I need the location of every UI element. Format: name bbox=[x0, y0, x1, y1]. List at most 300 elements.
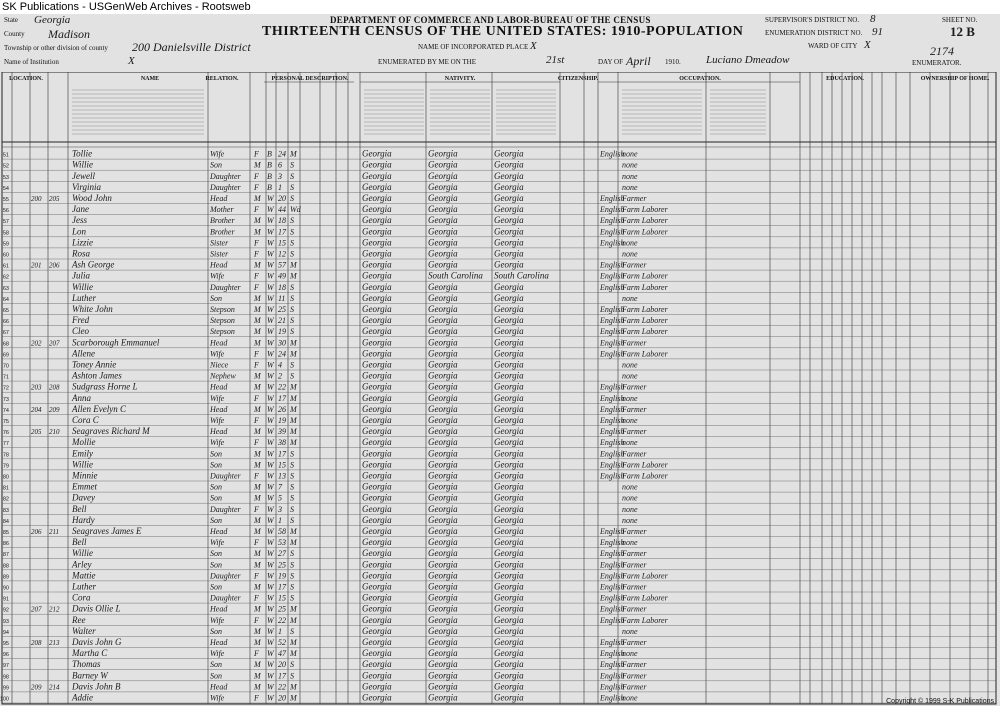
cell-trade: Farmer bbox=[622, 260, 647, 270]
cell-lang: English bbox=[600, 660, 625, 670]
cell-trade: none bbox=[622, 416, 638, 425]
cell-race: W bbox=[267, 393, 274, 403]
cell-rel: Son bbox=[210, 549, 222, 559]
supervisor-label: SUPERVISOR'S DISTRICT NO. bbox=[765, 16, 860, 24]
cell-no: 89 bbox=[2, 574, 9, 581]
cell-sex: M bbox=[254, 449, 261, 459]
section-name: NAME bbox=[140, 76, 160, 82]
cell-bp: Georgia bbox=[362, 581, 392, 592]
cell-race: W bbox=[267, 449, 274, 459]
cell-lang: English bbox=[600, 205, 625, 215]
cell-ms: S bbox=[290, 282, 294, 292]
county-value: Madison bbox=[48, 27, 90, 41]
cell-no: 69 bbox=[2, 352, 9, 359]
cell-race: W bbox=[267, 649, 274, 659]
cell-race: W bbox=[267, 638, 274, 647]
cell-fbp: Georgia bbox=[428, 570, 458, 581]
cell-no: 71 bbox=[2, 374, 9, 381]
cell-ms: S bbox=[290, 249, 294, 259]
table-row bbox=[2, 526, 996, 537]
cell-sex: F bbox=[254, 416, 259, 425]
table-row bbox=[2, 326, 996, 337]
cell-trade: none bbox=[622, 360, 638, 370]
cell-trade: none bbox=[622, 438, 638, 448]
cell-lang: English bbox=[600, 649, 625, 659]
table-row bbox=[2, 537, 996, 548]
cell-race: W bbox=[267, 271, 274, 281]
cell-ms: M bbox=[290, 271, 297, 281]
cell-sex: M bbox=[254, 549, 261, 559]
day-value: 21st bbox=[546, 54, 565, 66]
section-relation: RELATION. bbox=[205, 76, 239, 82]
cell-ms: M bbox=[290, 427, 297, 437]
cell-no: 90 bbox=[2, 585, 9, 592]
table-row bbox=[2, 337, 996, 348]
cell-lang: English bbox=[600, 393, 625, 403]
cell-name: Walter bbox=[72, 625, 96, 636]
cell-trade: none bbox=[622, 171, 638, 181]
cell-sex: M bbox=[254, 216, 261, 226]
cell-ms: S bbox=[290, 515, 294, 525]
cell-mbp: Georgia bbox=[494, 459, 524, 470]
cell-mbp: Georgia bbox=[494, 415, 524, 425]
cell-race: B bbox=[267, 149, 272, 159]
cell-rel: Wife bbox=[210, 416, 225, 425]
cell-ms: M bbox=[290, 382, 297, 392]
cell-trade: Farm Laborer bbox=[622, 227, 668, 237]
cell-bp: Georgia bbox=[362, 370, 392, 381]
cell-no: 81 bbox=[2, 485, 9, 492]
cell-bp: Georgia bbox=[362, 248, 392, 259]
cell-sex: M bbox=[254, 382, 261, 392]
cell-trade: none bbox=[622, 515, 638, 525]
cell-lang: English bbox=[600, 549, 625, 559]
cell-name: Martha C bbox=[72, 648, 108, 659]
cell-name: Lizzie bbox=[72, 237, 94, 248]
cell-bp: Georgia bbox=[362, 603, 392, 614]
cell-fbp: Georgia bbox=[428, 503, 458, 514]
cell-bp: Georgia bbox=[362, 315, 392, 326]
cell-ms: S bbox=[290, 593, 294, 603]
cell-dw: 203 bbox=[31, 383, 42, 392]
cell-mbp: Georgia bbox=[494, 503, 524, 514]
cell-rel: Daughter bbox=[210, 504, 241, 514]
cell-bp: Georgia bbox=[362, 614, 392, 625]
cell-no: 88 bbox=[2, 563, 9, 570]
table-row bbox=[2, 459, 996, 470]
cell-trade: Farmer bbox=[622, 338, 647, 348]
cell-age: 30 bbox=[278, 338, 286, 348]
cell-sex: M bbox=[254, 493, 261, 503]
cell-trade: none bbox=[622, 626, 638, 636]
cell-no: 70 bbox=[2, 363, 9, 370]
cell-mbp: Georgia bbox=[494, 159, 524, 170]
cell-fbp: Georgia bbox=[428, 326, 458, 337]
cell-sex: F bbox=[254, 471, 259, 481]
cell-mbp: Georgia bbox=[494, 681, 524, 692]
cell-no: 98 bbox=[2, 674, 9, 681]
cell-rel: Head bbox=[210, 338, 228, 348]
cell-fbp: Georgia bbox=[428, 526, 458, 536]
cell-fbp: Georgia bbox=[428, 637, 458, 647]
cell-lang: English bbox=[600, 638, 625, 647]
cell-fbp: Georgia bbox=[428, 193, 458, 203]
cell-sex: M bbox=[254, 604, 261, 614]
cell-trade: Farmer bbox=[622, 682, 647, 692]
table-row bbox=[2, 393, 996, 404]
cell-fbp: Georgia bbox=[428, 537, 458, 548]
section-personal: PERSONAL DESCRIPTION. bbox=[271, 76, 349, 82]
cell-rel: Wife bbox=[210, 538, 225, 548]
cell-fam: 206 bbox=[49, 261, 60, 270]
cell-age: 20 bbox=[278, 693, 286, 703]
cell-age: 15 bbox=[278, 238, 286, 248]
cell-sex: M bbox=[254, 660, 261, 670]
cell-lang: English bbox=[600, 349, 625, 359]
cell-lang: English bbox=[600, 460, 625, 470]
cell-ms: M bbox=[290, 438, 297, 448]
cell-race: W bbox=[267, 571, 274, 581]
cell-sex: F bbox=[254, 360, 259, 370]
cell-no: 52 bbox=[2, 163, 9, 170]
cell-bp: Georgia bbox=[362, 514, 392, 525]
cell-trade: none bbox=[622, 538, 638, 548]
cell-trade: Farmer bbox=[622, 527, 647, 536]
cell-lang: English bbox=[600, 449, 625, 459]
enumerator-label: ENUMERATOR. bbox=[912, 59, 962, 67]
cell-bp: Georgia bbox=[362, 204, 392, 215]
cell-name: Allene bbox=[72, 348, 95, 359]
cell-trade: none bbox=[622, 238, 638, 248]
cell-trade: Farm Laborer bbox=[622, 216, 668, 226]
table-row bbox=[2, 171, 996, 182]
township-value: 200 Danielsville District bbox=[132, 40, 251, 54]
cell-rel: Head bbox=[210, 427, 228, 437]
cell-fbp: Georgia bbox=[428, 659, 458, 670]
cell-name: Davis John B bbox=[72, 681, 121, 692]
cell-fbp: Georgia bbox=[428, 459, 458, 470]
cell-trade: Farmer bbox=[622, 194, 647, 203]
cell-no: 73 bbox=[2, 396, 9, 403]
cell-ms: S bbox=[290, 571, 294, 581]
cell-bp: Georgia bbox=[362, 492, 392, 503]
cell-no: 96 bbox=[2, 652, 9, 659]
cell-age: 1 bbox=[278, 515, 282, 525]
cell-mbp: Georgia bbox=[494, 548, 524, 559]
table-row bbox=[2, 582, 996, 593]
cell-ms: M bbox=[290, 416, 297, 425]
cell-fbp: Georgia bbox=[428, 337, 458, 348]
cell-age: 25 bbox=[278, 604, 286, 614]
cell-mbp: Georgia bbox=[494, 281, 524, 292]
cell-ms: M bbox=[290, 527, 297, 536]
cell-race: W bbox=[267, 682, 274, 692]
cell-rel: Wife bbox=[210, 271, 225, 281]
cell-rel: Brother bbox=[210, 216, 235, 226]
year-label: 1910. bbox=[665, 58, 681, 66]
ed-label: ENUMERATION DISTRICT NO. bbox=[765, 29, 863, 37]
cell-bp: Georgia bbox=[362, 281, 392, 292]
cell-race: W bbox=[267, 615, 274, 625]
cell-mbp: Georgia bbox=[494, 204, 524, 215]
cell-bp: Georgia bbox=[362, 392, 392, 403]
cell-name: Julia bbox=[72, 270, 90, 281]
cell-name: Willie bbox=[72, 159, 93, 170]
cell-lang: English bbox=[600, 427, 625, 437]
cell-lang: English bbox=[600, 338, 625, 348]
cell-ms: S bbox=[290, 671, 294, 681]
cell-sex: F bbox=[254, 649, 259, 659]
cell-no: 59 bbox=[2, 241, 9, 248]
cell-fbp: Georgia bbox=[428, 426, 458, 437]
cell-bp: Georgia bbox=[362, 592, 392, 603]
cell-race: W bbox=[267, 371, 274, 381]
cell-name: Lon bbox=[72, 226, 87, 237]
cell-mbp: Georgia bbox=[494, 259, 524, 270]
cell-trade: Farmer bbox=[622, 582, 647, 592]
cell-trade: Farm Laborer bbox=[622, 571, 668, 581]
cell-lang: English bbox=[600, 382, 625, 392]
cell-fbp: Georgia bbox=[428, 348, 458, 359]
cell-sex: M bbox=[254, 515, 261, 525]
cell-rel: Daughter bbox=[210, 471, 241, 481]
cell-name: Scarborough Emmanuel bbox=[72, 337, 160, 348]
cell-mbp: Georgia bbox=[494, 248, 524, 259]
cell-ms: M bbox=[290, 338, 297, 348]
cell-sex: M bbox=[254, 560, 261, 570]
cell-mbp: Georgia bbox=[494, 326, 524, 337]
cell-sex: F bbox=[254, 438, 259, 448]
cell-age: 19 bbox=[278, 416, 286, 425]
cell-no: 68 bbox=[2, 341, 9, 348]
cell-name: Ashton James bbox=[72, 370, 122, 381]
cell-mbp: Georgia bbox=[494, 348, 524, 359]
cell-mbp: Georgia bbox=[494, 392, 524, 403]
table-row bbox=[2, 204, 996, 215]
cell-no: 83 bbox=[2, 507, 9, 514]
cell-mbp: Georgia bbox=[494, 692, 524, 703]
cell-fbp: Georgia bbox=[428, 181, 458, 192]
cell-race: W bbox=[267, 404, 274, 414]
cell-lang: English bbox=[600, 216, 625, 226]
cell-age: 52 bbox=[278, 638, 286, 647]
copyright-footer: Copyright © 1999 S-K Publications bbox=[886, 698, 994, 705]
cell-race: W bbox=[267, 538, 274, 548]
cell-ms: M bbox=[290, 349, 297, 359]
cell-age: 25 bbox=[278, 305, 286, 314]
cell-age: 24 bbox=[278, 149, 286, 159]
cell-name: Emmet bbox=[72, 481, 97, 492]
cell-name: Cleo bbox=[72, 326, 89, 337]
cell-bp: Georgia bbox=[362, 193, 392, 203]
cell-sex: M bbox=[254, 327, 261, 337]
cell-mbp: Georgia bbox=[494, 181, 524, 192]
cell-no: 74 bbox=[2, 407, 9, 414]
cell-age: 20 bbox=[278, 660, 286, 670]
cell-ms: S bbox=[290, 238, 294, 248]
cell-sex: F bbox=[254, 504, 259, 514]
cell-age: 5 bbox=[278, 493, 282, 503]
cell-mbp: Georgia bbox=[494, 426, 524, 437]
cell-bp: Georgia bbox=[362, 381, 392, 392]
cell-fbp: Georgia bbox=[428, 204, 458, 215]
cell-ms: S bbox=[290, 216, 294, 226]
cell-no: 97 bbox=[2, 663, 9, 670]
cell-bp: Georgia bbox=[362, 181, 392, 192]
cell-sex: F bbox=[254, 205, 259, 215]
cell-sex: M bbox=[254, 316, 261, 326]
cell-mbp: Georgia bbox=[494, 470, 524, 481]
cell-no: 93 bbox=[2, 618, 9, 625]
cell-fbp: Georgia bbox=[428, 614, 458, 625]
cell-ms: S bbox=[290, 482, 294, 492]
table-row bbox=[2, 260, 996, 271]
cell-no: 67 bbox=[2, 330, 9, 337]
cell-mbp: South Carolina bbox=[494, 270, 549, 281]
cell-age: 27 bbox=[278, 549, 286, 559]
incorporated-value: X bbox=[530, 40, 537, 52]
cell-fbp: Georgia bbox=[428, 481, 458, 492]
cell-dw: 208 bbox=[31, 639, 42, 647]
cell-age: 4 bbox=[278, 360, 282, 370]
cell-mbp: Georgia bbox=[494, 292, 524, 303]
cell-fbp: Georgia bbox=[428, 681, 458, 692]
table-row bbox=[2, 593, 996, 604]
cell-age: 17 bbox=[278, 227, 286, 237]
cell-name: Barney W bbox=[72, 670, 108, 681]
cell-no: 58 bbox=[2, 230, 9, 237]
table-row bbox=[2, 493, 996, 504]
section-citizenship: CITIZENSHIP. bbox=[557, 76, 599, 82]
cell-sex: M bbox=[254, 527, 261, 536]
cell-age: 15 bbox=[278, 593, 286, 603]
cell-lang: English bbox=[600, 282, 625, 292]
cell-trade: none bbox=[622, 393, 638, 403]
cell-sex: M bbox=[254, 682, 261, 692]
institution-label: Name of Institution bbox=[4, 58, 59, 66]
cell-ms: S bbox=[290, 582, 294, 592]
census-sheet bbox=[0, 14, 1000, 706]
cell-sex: M bbox=[254, 626, 261, 636]
cell-rel: Son bbox=[210, 493, 222, 503]
cell-bp: Georgia bbox=[362, 226, 392, 237]
table-row bbox=[2, 160, 996, 171]
table-row bbox=[2, 182, 996, 193]
cell-name: Toney Annie bbox=[72, 359, 117, 370]
table-row bbox=[2, 604, 996, 615]
cell-race: W bbox=[267, 360, 274, 370]
cell-sex: M bbox=[254, 427, 261, 437]
cell-trade: Farmer bbox=[622, 382, 647, 392]
cell-fbp: Georgia bbox=[428, 492, 458, 503]
table-row bbox=[2, 226, 996, 237]
cell-rel: Head bbox=[210, 527, 228, 536]
cell-fbp: Georgia bbox=[428, 592, 458, 603]
cell-race: W bbox=[267, 260, 274, 270]
cell-age: 21 bbox=[278, 316, 286, 326]
table-row bbox=[2, 626, 996, 637]
cell-bp: Georgia bbox=[362, 148, 392, 159]
cell-ms: S bbox=[290, 549, 294, 559]
cell-name: Emily bbox=[72, 448, 93, 459]
cell-name: Thomas bbox=[72, 659, 101, 670]
cell-lang: English bbox=[600, 305, 625, 314]
cell-bp: Georgia bbox=[362, 459, 392, 470]
cell-mbp: Georgia bbox=[494, 559, 524, 570]
cell-age: 17 bbox=[278, 582, 286, 592]
cell-lang: English bbox=[600, 682, 625, 692]
institution-value: X bbox=[128, 55, 135, 67]
cell-sex: M bbox=[254, 160, 261, 170]
cell-no: 54 bbox=[2, 185, 9, 192]
cell-name: Virginia bbox=[72, 181, 101, 192]
cell-trade: Farmer bbox=[622, 671, 647, 681]
cell-ms: S bbox=[290, 160, 294, 170]
cell-bp: Georgia bbox=[362, 359, 392, 370]
cell-fbp: Georgia bbox=[428, 692, 458, 703]
cell-fam: 208 bbox=[49, 383, 60, 392]
cell-fbp: Georgia bbox=[428, 403, 458, 414]
table-row bbox=[2, 237, 996, 248]
cell-race: W bbox=[267, 338, 274, 348]
cell-no: 61 bbox=[2, 263, 9, 270]
cell-no: 85 bbox=[2, 530, 9, 536]
table-row bbox=[2, 271, 996, 282]
cell-name: Willie bbox=[72, 548, 93, 559]
cell-bp: Georgia bbox=[362, 470, 392, 481]
cell-ms: S bbox=[290, 449, 294, 459]
cell-bp: Georgia bbox=[362, 648, 392, 659]
cell-sex: F bbox=[254, 615, 259, 625]
cell-fam: 212 bbox=[49, 605, 60, 614]
cell-trade: Farm Laborer bbox=[622, 305, 668, 314]
cell-rel: Daughter bbox=[210, 593, 241, 603]
cell-rel: Son bbox=[210, 293, 222, 303]
cell-name: Davis John G bbox=[72, 637, 122, 647]
cell-trade: Farm Laborer bbox=[622, 327, 668, 337]
cell-lang: English bbox=[600, 438, 625, 448]
cell-bp: Georgia bbox=[362, 559, 392, 570]
form-title: THIRTEENTH CENSUS OF THE UNITED STATES: 1910-POPULATION bbox=[262, 24, 744, 39]
section-nativity: NATIVITY. bbox=[444, 76, 476, 82]
cell-name: Anna bbox=[72, 392, 91, 403]
cell-ms: S bbox=[290, 305, 294, 314]
cell-rel: Head bbox=[210, 260, 228, 270]
cell-ms: M bbox=[290, 693, 297, 703]
cell-dw: 205 bbox=[31, 428, 42, 437]
cell-rel: Sister bbox=[210, 249, 229, 259]
cell-ms: M bbox=[290, 260, 297, 270]
cell-mbp: Georgia bbox=[494, 215, 524, 226]
cell-no: 64 bbox=[2, 296, 9, 303]
cell-fbp: Georgia bbox=[428, 670, 458, 681]
cell-ms: S bbox=[290, 371, 294, 381]
cell-name: Davis Ollie L bbox=[72, 603, 121, 614]
cell-lang: English bbox=[600, 271, 625, 281]
cell-lang: English bbox=[600, 194, 625, 203]
cell-name: Jess bbox=[72, 215, 87, 226]
cell-name: Arley bbox=[72, 559, 92, 570]
cell-no: 75 bbox=[2, 419, 9, 425]
cell-mbp: Georgia bbox=[494, 437, 524, 448]
cell-ms: M bbox=[290, 638, 297, 647]
cell-sex: M bbox=[254, 338, 261, 348]
cell-ms: S bbox=[290, 293, 294, 303]
cell-trade: none bbox=[622, 293, 638, 303]
cell-race: W bbox=[267, 382, 274, 392]
table-row bbox=[2, 415, 996, 426]
month-value: April bbox=[626, 54, 651, 68]
